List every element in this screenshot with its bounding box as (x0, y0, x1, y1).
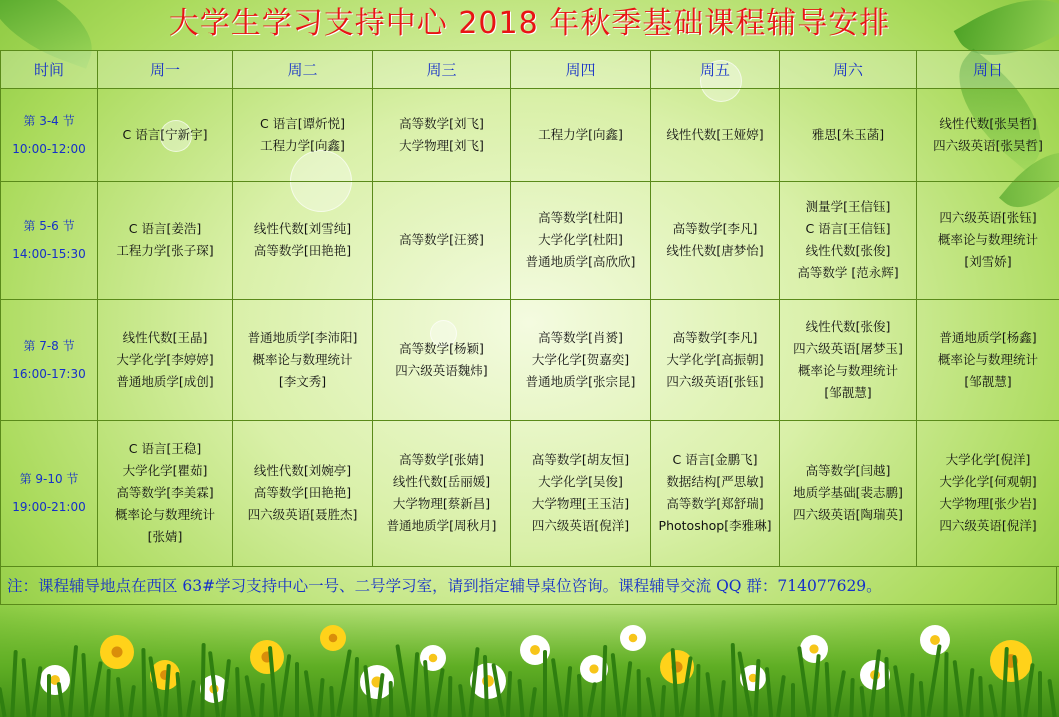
course-entry: 普通地质学[张宗昆] (525, 373, 636, 389)
course-entry: 高等数学[李凡] (672, 329, 758, 345)
grass-blade-decoration (336, 649, 352, 717)
grass-blade-decoration (765, 667, 773, 717)
grass-blade-decoration (10, 650, 18, 717)
grass-blade-decoration (943, 652, 948, 717)
course-entry: 地质学基础[裴志鹏] (793, 485, 903, 501)
course-cell (511, 420, 651, 566)
course-entry: 四六级英语魏炜] (395, 362, 488, 378)
course-entry: 高等数学[杜阳] (538, 210, 623, 226)
course-entry: [邹靓慧] (824, 384, 872, 400)
course-entry: 高等数学[李美霖] (116, 485, 214, 501)
grass-blade-decoration (965, 668, 974, 717)
course-cell (780, 299, 917, 420)
grass-blade-decoration (601, 645, 608, 717)
course-cell (651, 181, 780, 299)
grass-blade-decoration (259, 683, 265, 717)
grass-blade-decoration (577, 674, 583, 717)
grass-blade-decoration (919, 681, 926, 717)
course-cell (917, 420, 1059, 566)
grass-blade-decoration (353, 657, 359, 717)
grass-blade-decoration (860, 686, 867, 717)
grass-blade-decoration (776, 675, 786, 717)
course-entry: C 语言[姜浩] (128, 221, 202, 237)
time-slot-line: 第 5-6 节 (23, 219, 75, 234)
course-entry: 工程力学[张子琛] (116, 243, 214, 259)
course-entry: 线性代数[张俊] (805, 318, 891, 334)
course-cell (373, 181, 511, 299)
grass-blade-decoration (834, 670, 846, 717)
course-entry: 大学物理[蔡新昌] (392, 496, 491, 512)
grass-blade-decoration (128, 685, 136, 717)
course-entry: 四六级英语[张钰] (666, 373, 764, 389)
course-entry: 四六级英语[陶瑞英] (793, 507, 903, 523)
grass-blade-decoration (927, 644, 942, 717)
course-cell (233, 181, 373, 299)
course-cell (233, 420, 373, 566)
footer-note: 注：课程辅导地点在西区 63#学习支持中心一号、二号学习室，请到指定辅导桌位咨询。课程辅导交流 QQ 群：714077629。 (0, 567, 1057, 605)
header-thursday: 周四 (511, 51, 651, 89)
course-entry: 测量学[王信钰] (805, 199, 891, 215)
course-cell (780, 181, 917, 299)
grass-blade-decoration (730, 643, 737, 717)
grass-blade-decoration (518, 679, 525, 717)
course-entry: 高等数学[汪赟] (399, 232, 484, 248)
grass-blade-decoration (564, 666, 572, 717)
course-cell (373, 420, 511, 566)
course-entry: 线性代数[刘雪纯] (253, 221, 352, 237)
grass-blade-decoration (47, 674, 51, 717)
time-slot-cell (1, 181, 98, 299)
course-entry: 普通地质学[周秋月] (386, 518, 497, 534)
header-monday: 周一 (98, 51, 233, 89)
course-entry: 数据结构[严思敏] (666, 474, 764, 490)
course-entry: 工程力学[向鑫] (260, 137, 345, 153)
course-entry: C 语言[宁新宇] (122, 126, 208, 142)
course-entry: 大学化学[高振朝] (666, 351, 764, 367)
grass-blade-decoration (32, 666, 43, 717)
course-entry: 高等数学[李凡] (672, 221, 758, 237)
time-slot-line: 10:00-12:00 (12, 141, 86, 156)
course-entry: 普通地质学[成创] (116, 373, 214, 389)
grass-blade-decoration (506, 671, 512, 717)
course-cell (98, 181, 233, 299)
course-entry: [张婧] (147, 529, 183, 545)
grass-blade-decoration (849, 678, 854, 717)
course-entry: 四六级英语[张昊哲] (933, 137, 1043, 153)
course-cell (233, 299, 373, 420)
table-row (1, 299, 1059, 420)
course-entry: C 语言[金鹏飞] (672, 452, 758, 468)
time-slot-line: 19:00-21:00 (12, 500, 86, 515)
flower-decoration (800, 635, 828, 663)
course-entry: 高等数学[刘飞] (399, 115, 484, 131)
course-entry: 大学物理[刘飞] (399, 137, 484, 153)
grass-blade-decoration (529, 687, 537, 717)
course-entry: 大学物理[张少岩] (939, 496, 1037, 512)
page-title: 大学生学习支持中心 2018 年秋季基础课程辅导安排 (168, 6, 891, 41)
course-entry: 大学化学[杜阳] (538, 232, 623, 248)
grass-blade-decoration (543, 650, 547, 717)
course-entry: 线性代数[张俊] (805, 243, 891, 259)
course-cell (373, 299, 511, 420)
course-cell (780, 420, 917, 566)
grass-blade-decoration (718, 680, 726, 717)
grass-blade-decoration (295, 662, 299, 717)
flower-decoration (250, 640, 284, 674)
grass-blade-decoration (660, 685, 666, 717)
course-entry: 大学物理[王玉洁] (531, 496, 630, 512)
course-entry: 高等数学[田艳艳] (253, 243, 352, 259)
course-cell (373, 89, 511, 182)
flower-decoration (920, 625, 950, 655)
grass-blade-decoration (907, 673, 914, 717)
course-entry: 线性代数[唐梦怡] (666, 243, 764, 259)
course-entry: 大学化学[倪洋] (945, 452, 1031, 468)
time-slot-line: 第 3-4 节 (23, 113, 75, 128)
course-entry: 高等数学[杨颖] (399, 340, 484, 356)
course-cell (511, 89, 651, 182)
course-cell (651, 299, 780, 420)
course-entry: 四六级英语[倪洋] (939, 518, 1037, 534)
grass-blade-decoration (244, 675, 255, 717)
course-entry: 雅思[朱玉菡] (811, 126, 885, 142)
course-entry: [李文秀] (278, 373, 327, 389)
course-entry: 概率论与数理统计 (114, 507, 215, 523)
grass-blade-decoration (116, 677, 124, 717)
course-entry: 高等数学 [范永辉] (797, 265, 899, 281)
course-entry: Photoshop[李雅琳] (658, 518, 772, 534)
header-friday: 周五 (651, 51, 780, 89)
grass-blade-decoration (610, 653, 621, 717)
flower-decoration (620, 625, 646, 651)
time-slot-line: 16:00-17:30 (12, 366, 86, 381)
course-entry: 普通地质学[高欣欣] (525, 254, 636, 270)
course-entry: 线性代数[王晶] (122, 329, 208, 345)
course-entry: 大学化学[瞿茹] (122, 463, 208, 479)
course-entry: 高等数学[田艳艳] (253, 485, 352, 501)
grass-blade-decoration (235, 667, 241, 717)
flower-decoration (320, 625, 346, 651)
time-slot-cell (1, 89, 98, 182)
course-entry: 四六级英语[张钰] (939, 210, 1037, 226)
course-cell (233, 89, 373, 182)
grass-blade-decoration (1048, 679, 1057, 717)
grass-blade-decoration (893, 665, 905, 717)
grass-blade-decoration (330, 686, 336, 717)
course-entry: C 语言[谭炘悦] (260, 115, 345, 131)
course-cell (917, 299, 1059, 420)
course-entry: 普通地质学[杨鑫] (939, 329, 1037, 345)
table-row (1, 89, 1059, 182)
course-entry: 高等数学[郑舒瑞] (666, 496, 764, 512)
grass-blade-decoration (105, 669, 111, 717)
course-entry: [邹靓慧] (964, 373, 1012, 389)
course-cell (651, 420, 780, 566)
grass-blade-decoration (988, 684, 998, 717)
grass-blade-decoration (587, 682, 597, 717)
grass-blade-decoration (90, 661, 104, 717)
grass-blade-decoration (1038, 671, 1042, 717)
grass-blade-decoration (21, 658, 30, 717)
grass-blade-decoration (458, 684, 466, 717)
grass-blade-decoration (705, 672, 714, 717)
course-entry: 工程力学[向鑫] (538, 126, 623, 142)
time-slot-cell (1, 420, 98, 566)
course-entry: 大学化学[吴俊] (538, 474, 623, 490)
grass-blade-decoration (141, 648, 146, 717)
course-entry: 概率论与数理统计 (797, 362, 898, 378)
grass-blade-decoration (0, 687, 7, 717)
course-entry: 大学化学[贺嘉奕] (531, 351, 630, 367)
course-entry: C 语言[王稳] (128, 441, 202, 457)
grass-decoration (0, 605, 1059, 717)
course-cell (511, 299, 651, 420)
course-entry: 线性代数[刘婉亭] (253, 463, 352, 479)
header-wednesday: 周三 (373, 51, 511, 89)
grass-blade-decoration (825, 662, 832, 717)
course-entry: 概率论与数理统计 (937, 232, 1038, 248)
flower-decoration (100, 635, 134, 669)
course-entry: 大学化学[李婷婷] (116, 351, 214, 367)
course-cell (917, 181, 1059, 299)
header-saturday: 周六 (780, 51, 917, 89)
grass-blade-decoration (696, 664, 701, 717)
course-entry: 概率论与数理统计 (937, 351, 1038, 367)
grass-blade-decoration (186, 680, 196, 717)
header-tuesday: 周二 (233, 51, 373, 89)
course-entry: 普通地质学[李沛阳] (247, 329, 358, 345)
grass-blade-decoration (884, 657, 889, 717)
grass-blade-decoration (622, 661, 633, 717)
time-slot-line: 第 7-8 节 (23, 338, 75, 353)
grass-blade-decoration (411, 652, 420, 717)
course-entry: 线性代数[张昊哲] (939, 115, 1037, 131)
course-entry: 四六级英语[屠梦玉] (793, 340, 903, 356)
course-entry: C 语言[王信钰] (805, 221, 891, 237)
course-entry: 线性代数[王娅婷] (666, 126, 764, 142)
grass-blade-decoration (952, 660, 963, 717)
grass-blade-decoration (979, 676, 984, 717)
grass-blade-decoration (637, 669, 642, 717)
course-entry: [刘雪娇] (964, 254, 1012, 270)
course-entry: 线性代数[岳丽媛] (392, 474, 491, 490)
course-entry: 四六级英语[倪洋] (531, 518, 630, 534)
course-entry: 高等数学[张婧] (399, 452, 484, 468)
course-cell (511, 181, 651, 299)
course-entry: 四六级英语[聂胜杰] (247, 507, 358, 523)
header-sunday: 周日 (917, 51, 1059, 89)
grass-blade-decoration (175, 672, 182, 717)
course-entry: 高等数学[闫越] (805, 463, 891, 479)
course-cell (98, 89, 233, 182)
course-cell (651, 89, 780, 182)
grass-blade-decoration (396, 644, 411, 717)
schedule-table (0, 50, 1059, 567)
course-entry: 高等数学[胡友恒] (531, 452, 630, 468)
course-entry: 高等数学[肖赟] (538, 329, 623, 345)
course-entry: 概率论与数理统计 (252, 351, 353, 367)
grass-blade-decoration (646, 677, 656, 717)
grass-blade-decoration (433, 668, 445, 717)
flower-decoration (990, 640, 1032, 682)
grass-blade-decoration (317, 678, 324, 717)
grass-blade-decoration (81, 653, 88, 717)
grass-blade-decoration (304, 670, 315, 717)
time-slot-line: 14:00-15:30 (12, 247, 86, 262)
course-entry: 大学化学[何观朝] (939, 474, 1037, 490)
time-slot-line: 第 9-10 节 (19, 472, 79, 487)
time-slot-cell (1, 299, 98, 420)
header-time: 时间 (1, 51, 98, 89)
grass-blade-decoration (200, 643, 205, 717)
flower-decoration (40, 665, 70, 695)
course-cell (917, 89, 1059, 182)
table-row (1, 420, 1059, 566)
grass-blade-decoration (551, 658, 563, 717)
header-row (1, 51, 1059, 89)
course-cell (98, 420, 233, 566)
grass-blade-decoration (791, 683, 795, 717)
grass-blade-decoration (811, 654, 820, 717)
table-row (1, 181, 1059, 299)
course-cell (98, 299, 233, 420)
grass-blade-decoration (448, 676, 453, 717)
course-cell (780, 89, 917, 182)
